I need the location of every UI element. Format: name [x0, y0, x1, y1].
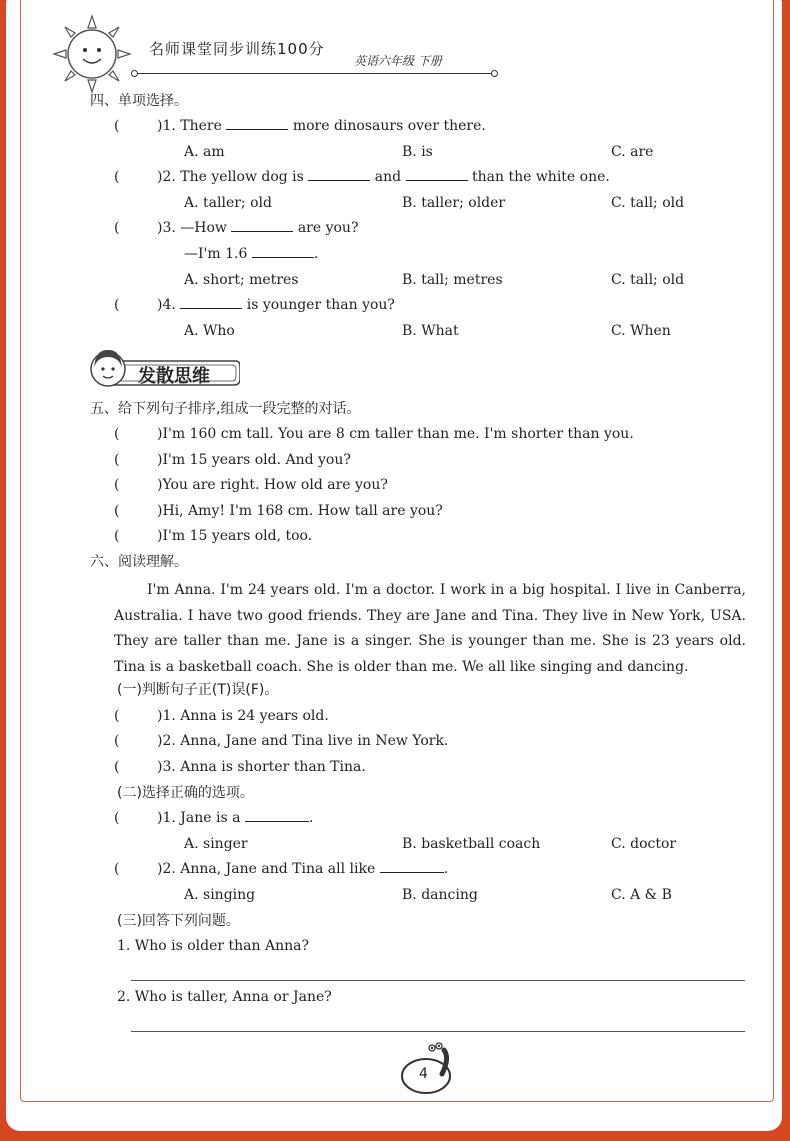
tf-2-text: )2. Anna, Jane and Tina live in New York. [157, 733, 449, 749]
q4-1-paren: ( [114, 118, 120, 134]
header-rule [136, 73, 494, 74]
mc-2-option-a: A. singing [184, 887, 256, 903]
q4-3-paren: ( [114, 220, 120, 236]
q4-2-stem: )2. The yellow dog is and than the white one. [157, 169, 610, 185]
tf-2-paren: ( [114, 733, 120, 749]
qa-1-question: 1. Who is older than Anna? [117, 938, 309, 954]
mc-1-option-a: A. singer [184, 836, 248, 852]
q4-4-option-b: B. What [402, 323, 459, 339]
q4-3-line2: —I'm 1.6 . [184, 246, 319, 262]
q4-3-option-b: B. tall; metres [402, 272, 503, 288]
qa-1-answer-line[interactable] [131, 980, 745, 981]
header-tag: 英语六年级 下册 [350, 52, 446, 69]
q4-2-option-c: C. tall; old [611, 195, 685, 211]
header-rule-dot [491, 70, 498, 77]
qa-2-question: 2. Who is taller, Anna or Jane? [117, 989, 332, 1005]
mc-1-stem: )1. Jane is a . [157, 810, 314, 826]
q4-2-paren: ( [114, 169, 120, 185]
q4-2-option-a: A. taller; old [184, 195, 272, 211]
q4-3-stem: )3. —How are you? [157, 220, 359, 236]
q5-2-paren: ( [114, 452, 120, 468]
q4-1-stem: )1. There more dinosaurs over there. [157, 118, 486, 134]
badge-label: 发散思维 [138, 366, 210, 387]
mc-2-stem: )2. Anna, Jane and Tina all like . [157, 861, 449, 877]
mc-1-option-c: C. doctor [611, 836, 677, 852]
q5-4-text: )Hi, Amy! I'm 168 cm. How tall are you? [157, 503, 443, 519]
q5-2-text: )I'm 15 years old. And you? [157, 452, 351, 468]
mc-1-paren: ( [114, 810, 120, 826]
q5-5-text: )I'm 15 years old, too. [157, 528, 313, 544]
tf-3-paren: ( [114, 759, 120, 775]
part-3-title: (三)回答下列问题。 [117, 913, 240, 929]
q4-4-option-a: A. Who [184, 323, 235, 339]
section-5-title: 五、给下列句子排序,组成一段完整的对话。 [90, 401, 361, 417]
q4-4-option-c: C. When [611, 323, 671, 339]
sun-icon [52, 14, 132, 94]
snail-icon [398, 1040, 464, 1096]
q4-4-stem: )4. is younger than you? [157, 297, 395, 313]
q4-1-option-c: C. are [611, 144, 654, 160]
part-1-title: (一)判断句子正(T)误(F)。 [117, 682, 279, 698]
section-4-title: 四、单项选择。 [90, 93, 188, 109]
q5-4-paren: ( [114, 503, 120, 519]
header-title: 名师课堂同步训练100分 [149, 40, 325, 58]
qa-2-answer-line[interactable] [131, 1031, 745, 1032]
tf-3-text: )3. Anna is shorter than Tina. [157, 759, 366, 775]
mc-1-option-b: B. basketball coach [402, 836, 541, 852]
q5-5-paren: ( [114, 528, 120, 544]
q5-1-text: )I'm 160 cm tall. You are 8 cm taller than me. I'm shorter than you. [157, 426, 634, 442]
header-rule-dot [131, 70, 138, 77]
q5-3-paren: ( [114, 477, 120, 493]
section-6-title: 六、阅读理解。 [90, 554, 188, 570]
part-2-title: (二)选择正确的选项。 [117, 785, 254, 801]
q4-1-option-a: A. am [184, 144, 225, 160]
q5-3-text: )You are right. How old are you? [157, 477, 388, 493]
q4-3-option-c: C. tall; old [611, 272, 685, 288]
q4-2-option-b: B. taller; older [402, 195, 506, 211]
q5-1-paren: ( [114, 426, 120, 442]
mc-2-option-b: B. dancing [402, 887, 478, 903]
mc-2-paren: ( [114, 861, 120, 877]
reading-passage: I'm Anna. I'm 24 years old. I'm a doctor. I work in a big hospital. I live in Canberra, Australia. I have two good friends. They are Jane and Tina. They live in New York, USA. They are taller than me. Jane is a singer. She is younger than me. She is 23 years old. Tina is a basketball coach. She is older than me. We all like singing and dancing. [114, 582, 746, 675]
mc-2-option-c: C. A & B [611, 887, 672, 903]
tf-1-paren: ( [114, 708, 120, 724]
q4-1-option-b: B. is [402, 144, 433, 160]
q4-4-paren: ( [114, 297, 120, 313]
tf-1-text: )1. Anna is 24 years old. [157, 708, 329, 724]
q4-3-option-a: A. short; metres [184, 272, 299, 288]
page-number: 4 [419, 1066, 428, 1082]
